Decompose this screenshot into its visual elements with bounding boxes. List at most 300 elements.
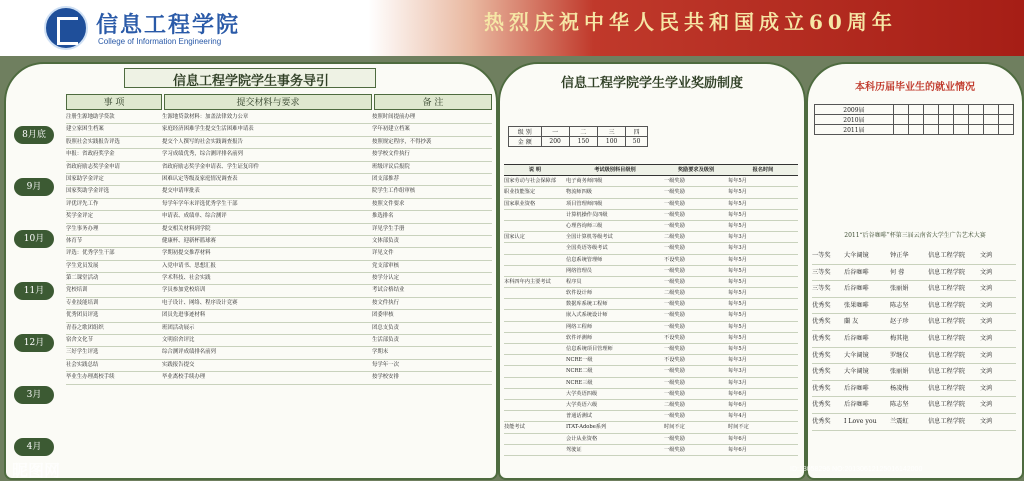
table-cell: 青春之歌团组织 bbox=[66, 324, 104, 331]
month-tag: 12月 bbox=[14, 334, 54, 352]
contest-subtitle: 2011“后谷咖啡”杯第三届云南省大学生广告艺术大赛 bbox=[844, 232, 986, 239]
college-name-en: College of Information Engineering bbox=[98, 37, 222, 46]
table-cell: 一级奖励 bbox=[664, 267, 685, 274]
col-header: 考试级别科目级别 bbox=[594, 167, 636, 173]
year-cell: 2011届 bbox=[815, 125, 894, 135]
affairs-table bbox=[66, 112, 492, 385]
header-notes: 备 注 bbox=[374, 94, 492, 110]
table-row bbox=[504, 400, 798, 411]
table-cell: 推选排名 bbox=[372, 213, 394, 220]
table-cell: 按照时间提前办理 bbox=[372, 114, 416, 120]
table-cell: 每年6月 bbox=[728, 390, 747, 397]
table-cell: 体育节 bbox=[66, 237, 83, 244]
table-cell: 学生事务办理 bbox=[66, 225, 99, 232]
table-row bbox=[504, 299, 798, 310]
table-cell: 全国计算机等级考试 bbox=[566, 234, 613, 241]
table-row bbox=[66, 124, 492, 136]
table-cell: 蘭 友 bbox=[844, 318, 859, 326]
table-row bbox=[504, 333, 798, 344]
table-cell: 一级奖励 bbox=[664, 379, 685, 386]
table-cell: 申请表、成绩单、综合测评 bbox=[162, 213, 227, 220]
table-cell: 职业技能鉴定 bbox=[504, 189, 536, 196]
table-cell: 每年5月 bbox=[728, 178, 747, 185]
table-cell: 按学分认定 bbox=[372, 275, 399, 282]
table-cell: 省政府励志奖学金申请表、学生证复印件 bbox=[162, 163, 260, 170]
table-cell: 每年6月 bbox=[728, 435, 747, 442]
table-cell: 赵子珍 bbox=[890, 318, 909, 326]
table-cell: 省政府励志奖学金申请 bbox=[66, 163, 120, 170]
table-cell: 何 蓉 bbox=[890, 268, 905, 276]
table-row bbox=[66, 335, 492, 347]
table-cell: 第二课堂活动 bbox=[66, 275, 99, 282]
table-cell: 综合测评成绩排名前列 bbox=[162, 349, 216, 356]
table-row bbox=[504, 266, 798, 277]
table-cell: 文鸿 bbox=[980, 368, 993, 376]
table-cell: 院学生工作组审核 bbox=[372, 188, 416, 195]
table-row bbox=[812, 265, 1016, 282]
table-cell: 文鸿 bbox=[980, 417, 993, 425]
table-cell: 生活部负责 bbox=[372, 337, 399, 344]
table-cell: 实践报告提交 bbox=[162, 361, 195, 368]
table-cell: 本科四年内主要考试 bbox=[504, 278, 551, 285]
table-cell: 文鸿 bbox=[980, 252, 993, 259]
month-tag: 4月 bbox=[14, 438, 54, 456]
table-cell: 心理咨询师三级 bbox=[566, 222, 603, 229]
table-cell: 优秀奖 bbox=[812, 301, 831, 309]
table-row bbox=[66, 224, 492, 236]
exam-table-header bbox=[504, 164, 798, 176]
table-cell: 三好学生评选 bbox=[66, 349, 99, 356]
table-row bbox=[66, 298, 492, 310]
table-cell: 考试合格结业 bbox=[372, 287, 405, 294]
table-cell: 学期末 bbox=[372, 349, 389, 356]
table-cell: 三等奖 bbox=[812, 268, 831, 276]
table-cell: 详见文件 bbox=[372, 250, 394, 257]
table-row bbox=[504, 176, 798, 187]
table-cell: 文鸿 bbox=[980, 334, 993, 342]
table-row bbox=[66, 273, 492, 285]
table-cell: 团支部推荐 bbox=[372, 175, 399, 182]
table-row bbox=[504, 355, 798, 366]
col-header: 报名时间 bbox=[752, 167, 774, 173]
table-cell: 团委审核 bbox=[372, 312, 394, 319]
table-cell: 陈志坚 bbox=[890, 301, 909, 309]
col-header: 奖励要求及级别 bbox=[677, 167, 715, 173]
panel-title: 本科历届毕业生的就业情况 bbox=[855, 82, 975, 93]
table-row bbox=[66, 323, 492, 335]
table-cell: 每年6月 bbox=[728, 446, 747, 453]
table-cell: 文鸿 bbox=[980, 301, 993, 309]
month-tag: 10月 bbox=[14, 230, 54, 248]
table-cell: 大学英语六级 bbox=[566, 401, 598, 408]
table-cell: 嵌入式系统设计师 bbox=[566, 312, 608, 319]
level-cell: 三 bbox=[598, 127, 626, 137]
table-cell: 信息工程学院 bbox=[928, 301, 966, 309]
table-cell: 罗继仪 bbox=[890, 351, 909, 359]
table-row bbox=[66, 211, 492, 223]
table-cell: 党支部审核 bbox=[372, 262, 399, 269]
table-cell: 每年5月 bbox=[728, 312, 747, 319]
amount-cell: 100 bbox=[598, 137, 626, 147]
table-row bbox=[504, 187, 798, 198]
table-cell: 困难认定等级及家庭情况调查表 bbox=[162, 175, 238, 182]
employment-table bbox=[814, 104, 1014, 135]
table-cell: 每年5月 bbox=[728, 267, 747, 274]
table-cell: 一级奖励 bbox=[664, 222, 685, 229]
table-cell: 网络管理员 bbox=[566, 267, 592, 274]
table-cell: 技能考试 bbox=[504, 424, 525, 431]
table-cell: 文体部负责 bbox=[372, 237, 399, 244]
table-cell: 文鸿 bbox=[980, 268, 993, 276]
table-row bbox=[66, 236, 492, 248]
table-cell: 优秀奖 bbox=[812, 401, 831, 409]
table-cell: 评优评先工作 bbox=[66, 200, 99, 207]
table-cell: 信息工程学院 bbox=[928, 252, 966, 259]
level-cell: 二 bbox=[569, 127, 597, 137]
table-cell: 一级奖励 bbox=[664, 301, 685, 308]
table-cell: 学生党员发展 bbox=[66, 262, 99, 269]
table-cell: 后谷咖啡 bbox=[844, 334, 869, 342]
table-cell: 一等奖 bbox=[812, 252, 831, 259]
table-cell: 二级奖励 bbox=[664, 290, 685, 297]
table-cell: 信息工程学院 bbox=[928, 401, 966, 409]
table-cell: 不设奖励 bbox=[664, 256, 685, 263]
month-tag: 9月 bbox=[14, 178, 54, 196]
table-cell: 优秀奖 bbox=[812, 368, 831, 376]
table-cell: 国家助学金评定 bbox=[66, 175, 104, 182]
table-row bbox=[812, 364, 1016, 381]
table-cell: 每年5月 bbox=[728, 200, 747, 207]
table-cell: 电子设计、网络、程序设计竞赛 bbox=[162, 299, 238, 306]
table-cell: 按文件执行 bbox=[372, 299, 399, 306]
table-cell: 每年5月 bbox=[728, 323, 747, 330]
table-cell: 优秀团员评选 bbox=[66, 312, 99, 319]
table-cell: 驾驶证 bbox=[566, 446, 582, 453]
table-cell: 每年5月 bbox=[728, 346, 747, 352]
table-cell: 每年5月 bbox=[728, 290, 747, 297]
table-row bbox=[66, 248, 492, 260]
table-row bbox=[812, 314, 1016, 331]
table-cell: 普通话测试 bbox=[566, 413, 592, 420]
table-cell: 毕业生办理离校手续 bbox=[66, 374, 115, 381]
table-cell: 每年5月 bbox=[728, 334, 747, 341]
table-cell: 一级奖励 bbox=[664, 323, 685, 330]
month-tag: 8月底 bbox=[14, 126, 54, 144]
table-row bbox=[66, 347, 492, 359]
table-cell: 物流师四级 bbox=[566, 189, 592, 196]
table-cell: ITAT-Adobe系列 bbox=[566, 424, 607, 431]
table-cell: 优秀奖 bbox=[812, 417, 831, 425]
table-cell: 信息工程学院 bbox=[928, 417, 966, 425]
college-logo-icon bbox=[44, 6, 88, 50]
college-name: 信息工程学院 bbox=[96, 12, 241, 38]
table-cell: 提交个人撰写的社会实践调查报告 bbox=[162, 138, 243, 145]
table-row bbox=[66, 137, 492, 149]
table-cell: 不设奖励 bbox=[664, 357, 685, 364]
amount-cell: 200 bbox=[541, 137, 569, 147]
table-cell: 文鸿 bbox=[980, 401, 993, 409]
table-cell: 一级奖励 bbox=[664, 178, 685, 185]
table-cell: 每年5月 bbox=[728, 222, 747, 229]
table-cell: 杨凌梅 bbox=[890, 384, 909, 392]
table-cell: 信息工程学院 bbox=[928, 268, 966, 276]
table-cell: 班级评议后报院 bbox=[372, 163, 410, 170]
table-cell: 团总支负责 bbox=[372, 324, 399, 331]
table-cell: 每年5月 bbox=[728, 278, 747, 285]
table-cell: 生源地贷款材料：加盖法律效力公章 bbox=[162, 114, 249, 120]
celebration-banner: 热烈庆祝中华人民共和国成立60周年 bbox=[484, 10, 897, 34]
panel-title: 信息工程学院学生事务导引 bbox=[172, 74, 329, 89]
table-cell: 信息工程学院 bbox=[928, 318, 966, 326]
table-cell: 兰震虹 bbox=[890, 417, 909, 425]
table-row bbox=[504, 344, 798, 355]
table-row bbox=[504, 255, 798, 266]
table-cell: 不设奖励 bbox=[664, 334, 685, 341]
table-cell: 每年3月 bbox=[728, 368, 747, 375]
table-cell: 每年3月 bbox=[728, 357, 747, 364]
watermark-brand: 昵图网 bbox=[12, 463, 61, 480]
table-cell: 宿舍文化节 bbox=[66, 337, 93, 344]
year-cell: 2009届 bbox=[815, 105, 894, 115]
table-row bbox=[812, 381, 1016, 398]
table-cell: 文鸿 bbox=[980, 384, 993, 392]
table-cell: 信息工程学院 bbox=[928, 285, 966, 293]
table-cell: 三等奖 bbox=[812, 285, 831, 293]
table-cell: 一级奖励 bbox=[664, 278, 685, 285]
table-row bbox=[812, 248, 1016, 265]
table-row bbox=[504, 288, 798, 299]
table-cell: 入党申请书、思想汇报 bbox=[162, 262, 216, 269]
level-label: 级 别 bbox=[509, 127, 542, 137]
table-row bbox=[66, 372, 492, 384]
table-cell: NCRE三级 bbox=[566, 379, 593, 386]
table-cell: I Love you bbox=[844, 417, 877, 425]
table-cell: 信息工程学院 bbox=[928, 334, 966, 342]
table-cell: 信息系统项目管理师 bbox=[566, 346, 613, 352]
table-cell: 信息系统管理师 bbox=[566, 256, 603, 263]
table-row bbox=[812, 331, 1016, 348]
table-cell: 优秀奖 bbox=[812, 318, 831, 326]
table-cell: 全国英语等级考试 bbox=[566, 245, 608, 252]
table-cell: 大学英语四级 bbox=[566, 390, 598, 397]
amount-cell: 50 bbox=[626, 137, 648, 147]
table-cell: 股照社会实践报告评选 bbox=[66, 138, 120, 145]
table-cell: 张丽娟 bbox=[890, 285, 909, 293]
table-cell: 一级奖励 bbox=[664, 446, 685, 453]
table-row bbox=[66, 285, 492, 297]
table-row bbox=[812, 281, 1016, 298]
table-cell: 后谷咖啡 bbox=[844, 268, 869, 276]
table-cell: 优秀奖 bbox=[812, 384, 831, 392]
table-row bbox=[504, 378, 798, 389]
month-tag: 3月 bbox=[14, 386, 54, 404]
table-cell: 国家奖助学金评选 bbox=[66, 188, 110, 195]
table-cell: 每年5月 bbox=[728, 211, 747, 218]
table-cell: 按照文件要求 bbox=[372, 200, 405, 207]
table-row bbox=[504, 221, 798, 232]
level-table bbox=[508, 126, 648, 147]
table-cell: 优秀奖 bbox=[812, 351, 831, 359]
table-cell: 家庭经济困难学生提交生活困难申请表 bbox=[162, 126, 254, 133]
table-row bbox=[504, 199, 798, 210]
header-materials: 提交材料与要求 bbox=[164, 94, 372, 110]
table-row bbox=[812, 348, 1016, 365]
table-row bbox=[504, 322, 798, 333]
table-row bbox=[66, 310, 492, 322]
table-cell: 网络工程师 bbox=[566, 323, 592, 330]
table-row bbox=[812, 397, 1016, 414]
table-cell: 班团活动展示 bbox=[162, 324, 195, 331]
table-cell: 毕业离校手续办理 bbox=[162, 374, 206, 381]
table-cell: 大伞阔镜 bbox=[844, 351, 869, 359]
table-cell: 大伞阔镜 bbox=[844, 368, 869, 376]
table-cell: 时间不定 bbox=[728, 424, 749, 431]
table-cell: 每年5月 bbox=[728, 301, 747, 308]
table-cell: 优秀奖 bbox=[812, 334, 831, 342]
month-tag: 11月 bbox=[14, 282, 54, 300]
table-cell: 学期初提交推荐材料 bbox=[162, 250, 211, 257]
table-cell: 党校培训 bbox=[66, 287, 88, 294]
table-cell: 一级奖励 bbox=[664, 346, 685, 352]
table-cell: 每年6月 bbox=[728, 401, 747, 408]
table-cell: 后谷咖啡 bbox=[844, 285, 869, 293]
table-row bbox=[504, 434, 798, 445]
table-cell: 二级奖励 bbox=[664, 401, 685, 408]
table-row bbox=[504, 310, 798, 321]
header-item: 事 项 bbox=[66, 94, 162, 110]
academic-award-panel bbox=[498, 62, 806, 480]
table-row bbox=[504, 445, 798, 456]
table-cell: 信息工程学院 bbox=[928, 368, 966, 376]
table-cell: 每年3月 bbox=[728, 245, 747, 252]
table-cell: 后谷咖啡 bbox=[844, 401, 869, 409]
table-row bbox=[504, 243, 798, 254]
table-cell: 一级奖励 bbox=[664, 368, 685, 375]
table-row bbox=[504, 232, 798, 243]
table-cell: 文明宿舍评比 bbox=[162, 337, 195, 344]
table-cell: 每年3月 bbox=[728, 234, 747, 241]
table-row bbox=[504, 389, 798, 400]
table-cell: 按学校安排 bbox=[372, 374, 399, 381]
table-cell: 每年4月 bbox=[728, 413, 747, 420]
table-row bbox=[504, 366, 798, 377]
table-row bbox=[66, 149, 492, 161]
table-cell: 电子商务师四级 bbox=[566, 178, 603, 185]
table-cell: 提交申请审批表 bbox=[162, 188, 200, 195]
table-row bbox=[504, 422, 798, 433]
amount-cell: 150 bbox=[569, 137, 597, 147]
table-row bbox=[812, 414, 1016, 431]
table-cell: 健康杯、迎新杯篮球赛 bbox=[162, 237, 216, 244]
table-cell: 后谷咖啡 bbox=[844, 384, 869, 392]
table-cell: NCRE一级 bbox=[566, 357, 593, 364]
panel-title: 信息工程学院学生学业奖励制度 bbox=[560, 76, 743, 91]
table-cell: 每学年一次 bbox=[372, 361, 399, 368]
table-cell: 建立家困生档案 bbox=[66, 126, 104, 133]
col-header: 说 明 bbox=[528, 167, 542, 173]
table-cell: 软件设计师 bbox=[566, 290, 592, 297]
table-cell: 团员先进事迹材料 bbox=[162, 312, 206, 319]
amount-label: 金 额 bbox=[509, 137, 542, 147]
table-cell: 评选：优秀学生干部 bbox=[66, 250, 115, 257]
table-cell: 文鸿 bbox=[980, 318, 993, 326]
table-cell: 一级奖励 bbox=[664, 312, 685, 319]
top-banner bbox=[0, 0, 1024, 56]
student-affairs-panel bbox=[4, 62, 498, 480]
table-row bbox=[66, 112, 492, 124]
table-cell: 程序员 bbox=[566, 278, 582, 285]
table-row bbox=[66, 261, 492, 273]
table-cell: 会计从业资格 bbox=[566, 435, 598, 442]
watermark-id: ID:13058296 NO:20130612125016142000 bbox=[790, 466, 923, 473]
table-cell: 一级奖励 bbox=[664, 390, 685, 397]
table-cell: 注册生源地助学贷款 bbox=[66, 114, 115, 120]
table-cell: 数据库系统工程师 bbox=[566, 301, 608, 308]
table-cell: 信息工程学院 bbox=[928, 351, 966, 359]
table-cell: 一级奖励 bbox=[664, 211, 685, 218]
table-cell: 社会实践总结 bbox=[66, 361, 99, 368]
table-cell: 张果咖啡 bbox=[844, 301, 869, 309]
employment-panel bbox=[806, 62, 1024, 480]
table-cell: 奖学金评定 bbox=[66, 213, 93, 220]
table-cell: 文鸿 bbox=[980, 351, 993, 359]
table-cell: 每年5月 bbox=[728, 256, 747, 263]
table-cell: 按学校文件执行 bbox=[372, 151, 410, 158]
table-cell: 一级奖励 bbox=[664, 435, 685, 442]
table-cell: 学术科技、社会实践 bbox=[162, 275, 211, 282]
table-cell: 提交相关材料到学院 bbox=[162, 225, 211, 232]
table-cell: 一级奖励 bbox=[664, 245, 685, 252]
table-cell: 每年5月 bbox=[728, 189, 747, 196]
table-cell: 每学年学年末评选优秀学生干部 bbox=[162, 200, 238, 207]
table-cell: 国家职业资格 bbox=[504, 200, 536, 207]
table-cell: 学年初建立档案 bbox=[372, 126, 410, 133]
table-cell: 学员参加党校培训 bbox=[162, 287, 206, 294]
level-cell: 四 bbox=[626, 127, 648, 137]
table-cell: 申报：省政府奖学金 bbox=[66, 151, 115, 158]
table-row bbox=[66, 360, 492, 372]
table-row bbox=[66, 162, 492, 174]
table-cell: 一级奖励 bbox=[664, 200, 685, 207]
table-row bbox=[504, 277, 798, 288]
table-cell: 专业技能培训 bbox=[66, 299, 99, 306]
table-cell: 国家劳动与社会保障部 bbox=[504, 178, 556, 185]
table-cell: 学习成绩优秀，综合测评排名前列 bbox=[162, 151, 243, 158]
table-row bbox=[504, 210, 798, 221]
table-cell: 信息工程学院 bbox=[928, 384, 966, 392]
table-cell: 一级奖励 bbox=[664, 413, 685, 420]
table-cell: 计算机操作员四级 bbox=[566, 211, 608, 218]
table-cell: 钟正华 bbox=[890, 252, 909, 259]
table-cell: 软件评测师 bbox=[566, 334, 592, 341]
table-row bbox=[66, 199, 492, 211]
table-cell: 每年3月 bbox=[728, 379, 747, 386]
table-cell: 梅其艳 bbox=[890, 334, 909, 342]
table-cell: 项目管理师四级 bbox=[566, 200, 603, 207]
year-cell: 2010届 bbox=[815, 115, 894, 125]
table-cell: 按照规定程序，不得抄袭 bbox=[372, 138, 432, 145]
table-cell: 一级奖励 bbox=[664, 189, 685, 196]
table-cell: 时间不定 bbox=[664, 424, 685, 431]
table-cell: 国家认定 bbox=[504, 234, 525, 241]
level-cell: 一 bbox=[541, 127, 569, 137]
table-cell: 二级奖励 bbox=[664, 234, 685, 241]
table-row bbox=[66, 174, 492, 186]
table-cell: 张丽娟 bbox=[890, 368, 909, 376]
exam-table bbox=[504, 164, 798, 456]
table-row bbox=[504, 411, 798, 422]
table-cell: 陈志坚 bbox=[890, 401, 909, 409]
